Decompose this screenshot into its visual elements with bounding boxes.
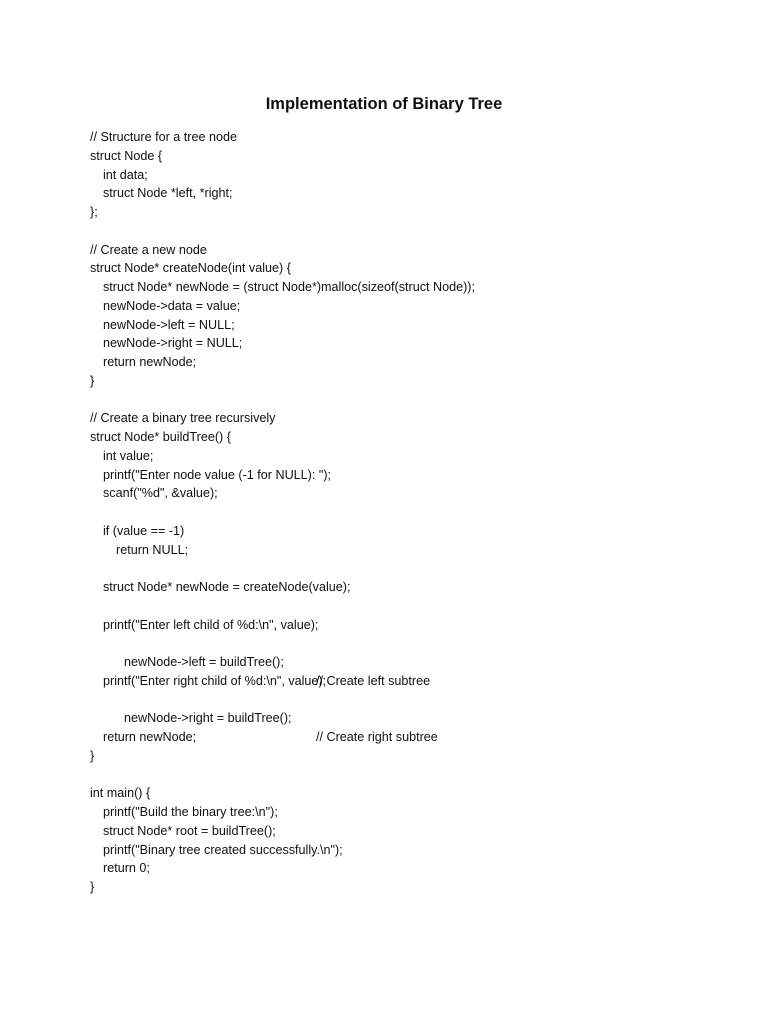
- code-line: // Structure for a tree node: [90, 130, 238, 144]
- code-line: printf("Binary tree created successfully.\n");: [103, 842, 343, 857]
- code-line: }: [90, 748, 95, 763]
- blank-line: [90, 766, 730, 785]
- code-block: [90, 128, 730, 897]
- blank-line: [90, 597, 730, 616]
- inline-comment: // Create left subtree: [316, 673, 431, 688]
- code-line: printf("Enter left child of %d:\n", value);: [103, 617, 319, 632]
- code-line: newNode->right = NULL;: [103, 336, 243, 351]
- blank-line: [90, 503, 730, 522]
- blank-line: [90, 222, 730, 241]
- code-line: int value;: [103, 448, 154, 463]
- code-line: struct Node *left, *right;: [103, 186, 233, 201]
- code-line: struct Node {: [90, 148, 163, 163]
- code-line: return newNode;: [103, 355, 197, 369]
- code-line: return NULL;: [116, 542, 189, 557]
- inline-comment: // Create right subtree: [316, 730, 438, 744]
- blank-line: [90, 391, 730, 410]
- code-line: int data;: [103, 167, 148, 182]
- code-line: };: [90, 205, 98, 219]
- code-line: if (value == -1): [103, 523, 185, 538]
- code-text: newNode->right = buildTree();: [124, 711, 292, 726]
- code-text: newNode->left = buildTree();: [124, 655, 284, 669]
- code-line: // Create a binary tree recursively: [90, 411, 276, 426]
- code-line: scanf("%d", &value);: [103, 486, 218, 501]
- blank-line: [90, 559, 730, 578]
- code-line: }: [90, 373, 95, 388]
- code-line: printf("Enter node value (-1 for NULL): ");: [103, 467, 332, 482]
- code-line: }: [90, 880, 95, 894]
- code-line: struct Node* newNode = createNode(value);: [103, 580, 351, 594]
- code-line: return 0;: [103, 861, 150, 876]
- code-line: struct Node* root = buildTree();: [103, 823, 276, 838]
- page-title: Implementation of Binary Tree: [265, 95, 503, 113]
- code-line: int main() {: [90, 786, 151, 801]
- code-line: struct Node* createNode(int value) {: [90, 261, 291, 276]
- code-line: printf("Build the binary tree:\n");: [103, 805, 278, 819]
- code-line: struct Node* newNode = (struct Node*)malloc(sizeof(struct Node));: [103, 280, 476, 294]
- code-line: return newNode;: [103, 730, 197, 744]
- code-line: newNode->data = value;: [103, 298, 241, 313]
- code-line: printf("Enter right child of %d:\n", value);: [103, 673, 327, 688]
- code-line: // Create a new node: [90, 242, 207, 257]
- code-line: struct Node* buildTree() {: [90, 430, 231, 444]
- code-line: newNode->left = NULL;: [103, 317, 235, 332]
